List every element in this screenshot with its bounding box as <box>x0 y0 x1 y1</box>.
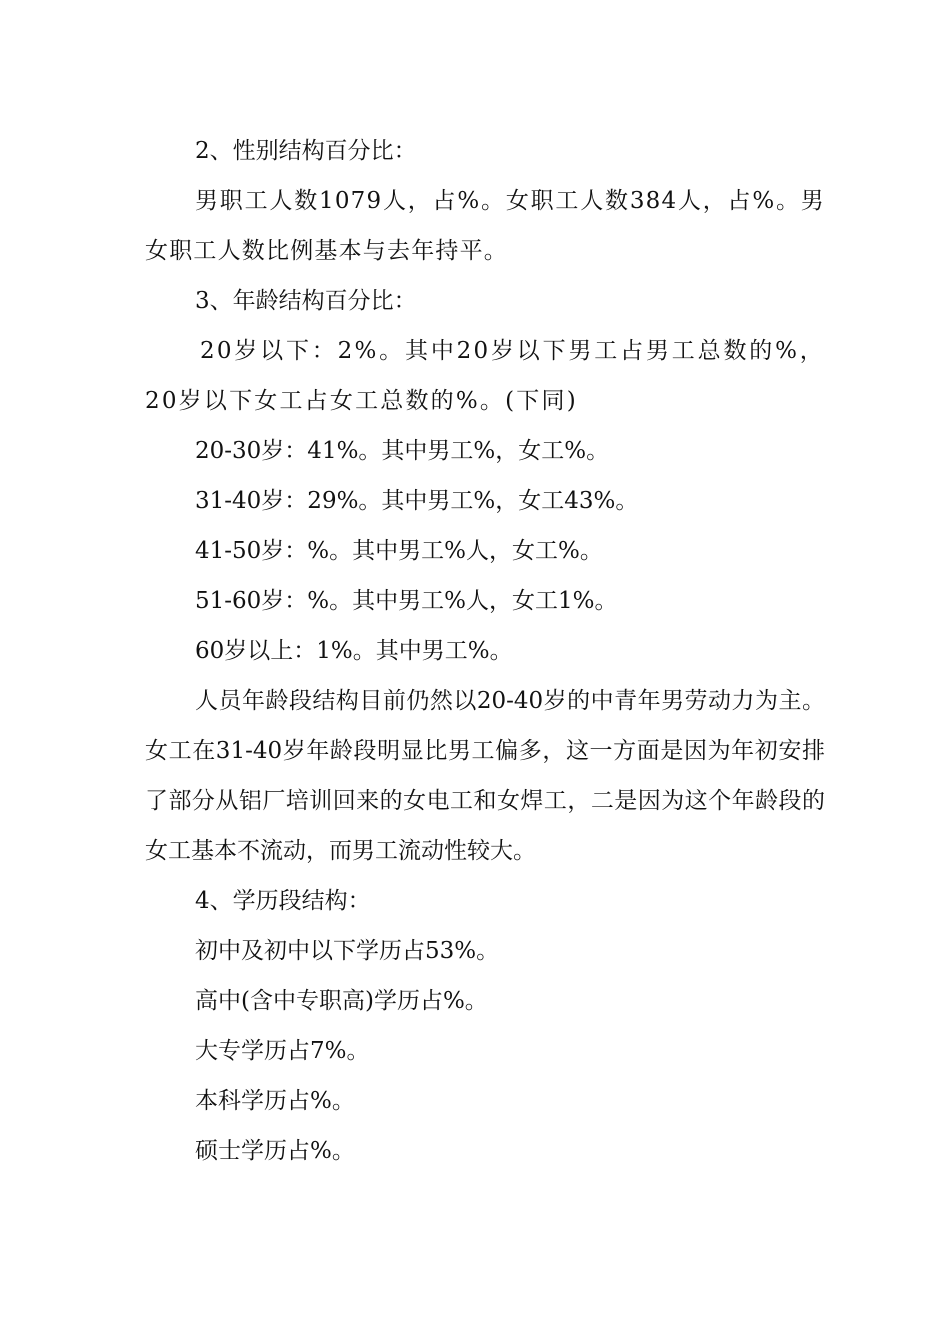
document-body <box>145 126 825 1176</box>
heading-gender-structure: 2、性别结构百分比： <box>195 138 417 164</box>
line-education-high-school: 高中(含中专职高)学历占%。 <box>195 988 488 1014</box>
line-education-junior-high: 初中及初中以下学历占53%。 <box>195 938 500 964</box>
heading-education-structure: 4、学历段结构： <box>195 888 371 914</box>
line-age-over-60: 60岁以上：1%。其中男工%。 <box>195 638 513 664</box>
line-education-master: 硕士学历占%。 <box>195 1138 355 1164</box>
line-age-41-50: 41-50岁：%。其中男工%人，女工%。 <box>195 538 603 564</box>
line-education-college: 大专学历占7%。 <box>195 1038 370 1064</box>
heading-age-structure: 3、年龄结构百分比： <box>195 288 417 314</box>
paragraph-age-analysis: 人员年龄段结构目前仍然以20-40岁的中青年男劳动力为主。女工在31-40岁年龄段明显比男工偏多，这一方面是因为年初安排了部分从铝厂培训回来的女电工和女焊工，二是因为这个年龄段的女工基本不流动，而男工流动性较大。 <box>145 688 825 864</box>
line-age-51-60: 51-60岁：%。其中男工%人，女工1%。 <box>195 588 618 614</box>
line-age-20-30: 20-30岁：41%。其中男工%，女工%。 <box>195 438 610 464</box>
line-education-bachelor: 本科学历占%。 <box>195 1088 355 1114</box>
paragraph-age-under-20: 20岁以下：2%。其中20岁以下男工占男工总数的%，20岁以下女工占女工总数的%。(下同) <box>145 338 825 414</box>
paragraph-gender-counts: 男职工人数1079人，占%。女职工人数384人，占%。男女职工人数比例基本与去年持平。 <box>145 188 825 264</box>
line-age-31-40: 31-40岁：29%。其中男工%，女工43%。 <box>195 488 639 514</box>
